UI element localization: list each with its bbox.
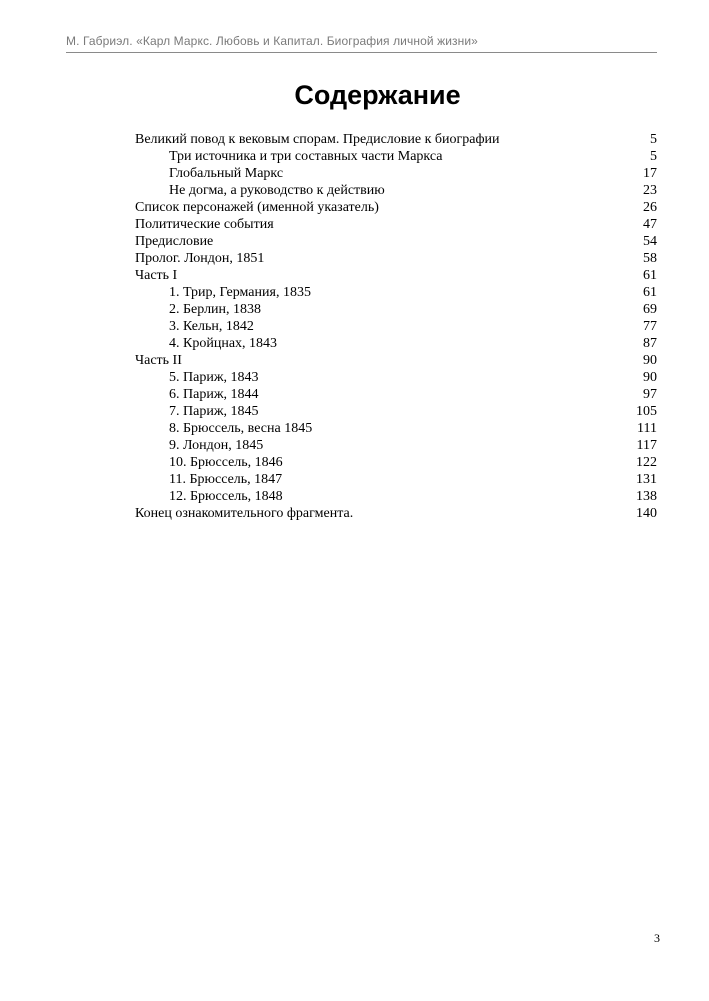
toc-entry-title: 6. Париж, 1844 — [169, 387, 259, 402]
toc-entry-title: Глобальный Маркс — [169, 166, 284, 181]
toc-entry-title: Великий повод к вековым спорам. Предисловие к биографии — [135, 132, 500, 147]
toc-entry-title: 7. Париж, 1845 — [169, 404, 259, 419]
toc-entry-page: 97 — [643, 387, 657, 402]
toc-entry-page: 90 — [643, 370, 657, 385]
toc-entry[interactable] — [135, 131, 657, 148]
toc-entry-page: 26 — [643, 200, 657, 215]
toc-entry-title: 5. Париж, 1843 — [169, 370, 259, 385]
toc-entry-title: 4. Кройцнах, 1843 — [169, 336, 278, 351]
toc-entry[interactable] — [135, 437, 657, 454]
toc-entry[interactable] — [135, 182, 657, 199]
toc-entry[interactable] — [135, 301, 657, 318]
toc-entry-page: 122 — [636, 455, 657, 470]
toc-entry-title: Политические события — [135, 217, 274, 232]
toc-entry-page: 140 — [636, 506, 657, 521]
toc-entry-title: 10. Брюссель, 1846 — [169, 455, 283, 470]
toc-entry-title: Предисловие — [135, 234, 214, 249]
toc-entry-title: Список персонажей (именной указатель) — [135, 200, 379, 215]
toc-entry-title: Конец ознакомительного фрагмента. — [135, 506, 354, 521]
toc-entry-title: 2. Берлин, 1838 — [169, 302, 262, 317]
toc-entry-title: Часть II — [135, 353, 182, 368]
toc-entry[interactable] — [135, 148, 657, 165]
toc-entry[interactable] — [135, 471, 657, 488]
toc-entry[interactable] — [135, 488, 657, 505]
toc-entry[interactable] — [135, 267, 657, 284]
page-number: 3 — [654, 931, 660, 945]
toc-entry-title: Часть I — [135, 268, 178, 283]
toc-entry[interactable] — [135, 420, 657, 437]
toc-entry[interactable] — [135, 199, 657, 216]
toc-entry-page: 117 — [636, 438, 657, 453]
toc-entry-page: 47 — [643, 217, 657, 232]
toc-entry-title: 3. Кельн, 1842 — [169, 319, 254, 334]
toc-entry-page: 138 — [636, 489, 657, 504]
toc-entry-page: 58 — [643, 251, 657, 266]
toc-entry-page: 87 — [643, 336, 657, 351]
toc-entry-title: 1. Трир, Германия, 1835 — [169, 285, 311, 300]
toc-entry-page: 131 — [636, 472, 657, 487]
toc-entry[interactable] — [135, 335, 657, 352]
toc-entry-page: 69 — [643, 302, 657, 317]
toc-entry-page: 111 — [637, 421, 657, 436]
toc-entry-page: 90 — [643, 353, 657, 368]
toc-entry-page: 54 — [643, 234, 657, 249]
toc-entry[interactable] — [135, 386, 657, 403]
page-title: Содержание — [294, 80, 461, 110]
toc-entry-page: 5 — [650, 132, 657, 147]
toc-entry-title: Пролог. Лондон, 1851 — [135, 251, 265, 266]
toc-entry[interactable] — [135, 216, 657, 233]
toc-entry-title: Не догма, а руководство к действию — [169, 183, 385, 198]
toc-entry-page: 17 — [643, 166, 657, 181]
toc-entry[interactable] — [135, 284, 657, 301]
header-divider — [66, 52, 657, 53]
toc-entry-page: 61 — [643, 285, 657, 300]
toc-entry[interactable] — [135, 233, 657, 250]
toc-entry-title: 11. Брюссель, 1847 — [169, 472, 283, 487]
toc-entry[interactable] — [135, 505, 657, 522]
toc-entry-page: 23 — [643, 183, 657, 198]
toc-entry-page: 61 — [643, 268, 657, 283]
toc-entry-title: 9. Лондон, 1845 — [169, 438, 264, 453]
toc-entry[interactable] — [135, 454, 657, 471]
running-header: М. Габриэл. «Карл Маркс. Любовь и Капитал. Биография личной жизни» — [66, 34, 478, 48]
toc-entry-page: 105 — [636, 404, 657, 419]
toc-entry-page: 77 — [643, 319, 657, 334]
toc-entry-title: Три источника и три составных части Маркса — [169, 149, 443, 164]
toc-entry-page: 5 — [650, 149, 657, 164]
toc-entry[interactable] — [135, 352, 657, 369]
toc-entry[interactable] — [135, 403, 657, 420]
toc-entry[interactable] — [135, 165, 657, 182]
toc-entry-title: 8. Брюссель, весна 1845 — [169, 421, 313, 436]
table-of-contents — [135, 131, 657, 522]
toc-entry-title: 12. Брюссель, 1848 — [169, 489, 283, 504]
toc-entry[interactable] — [135, 250, 657, 267]
toc-entry[interactable] — [135, 369, 657, 386]
toc-entry[interactable] — [135, 318, 657, 335]
